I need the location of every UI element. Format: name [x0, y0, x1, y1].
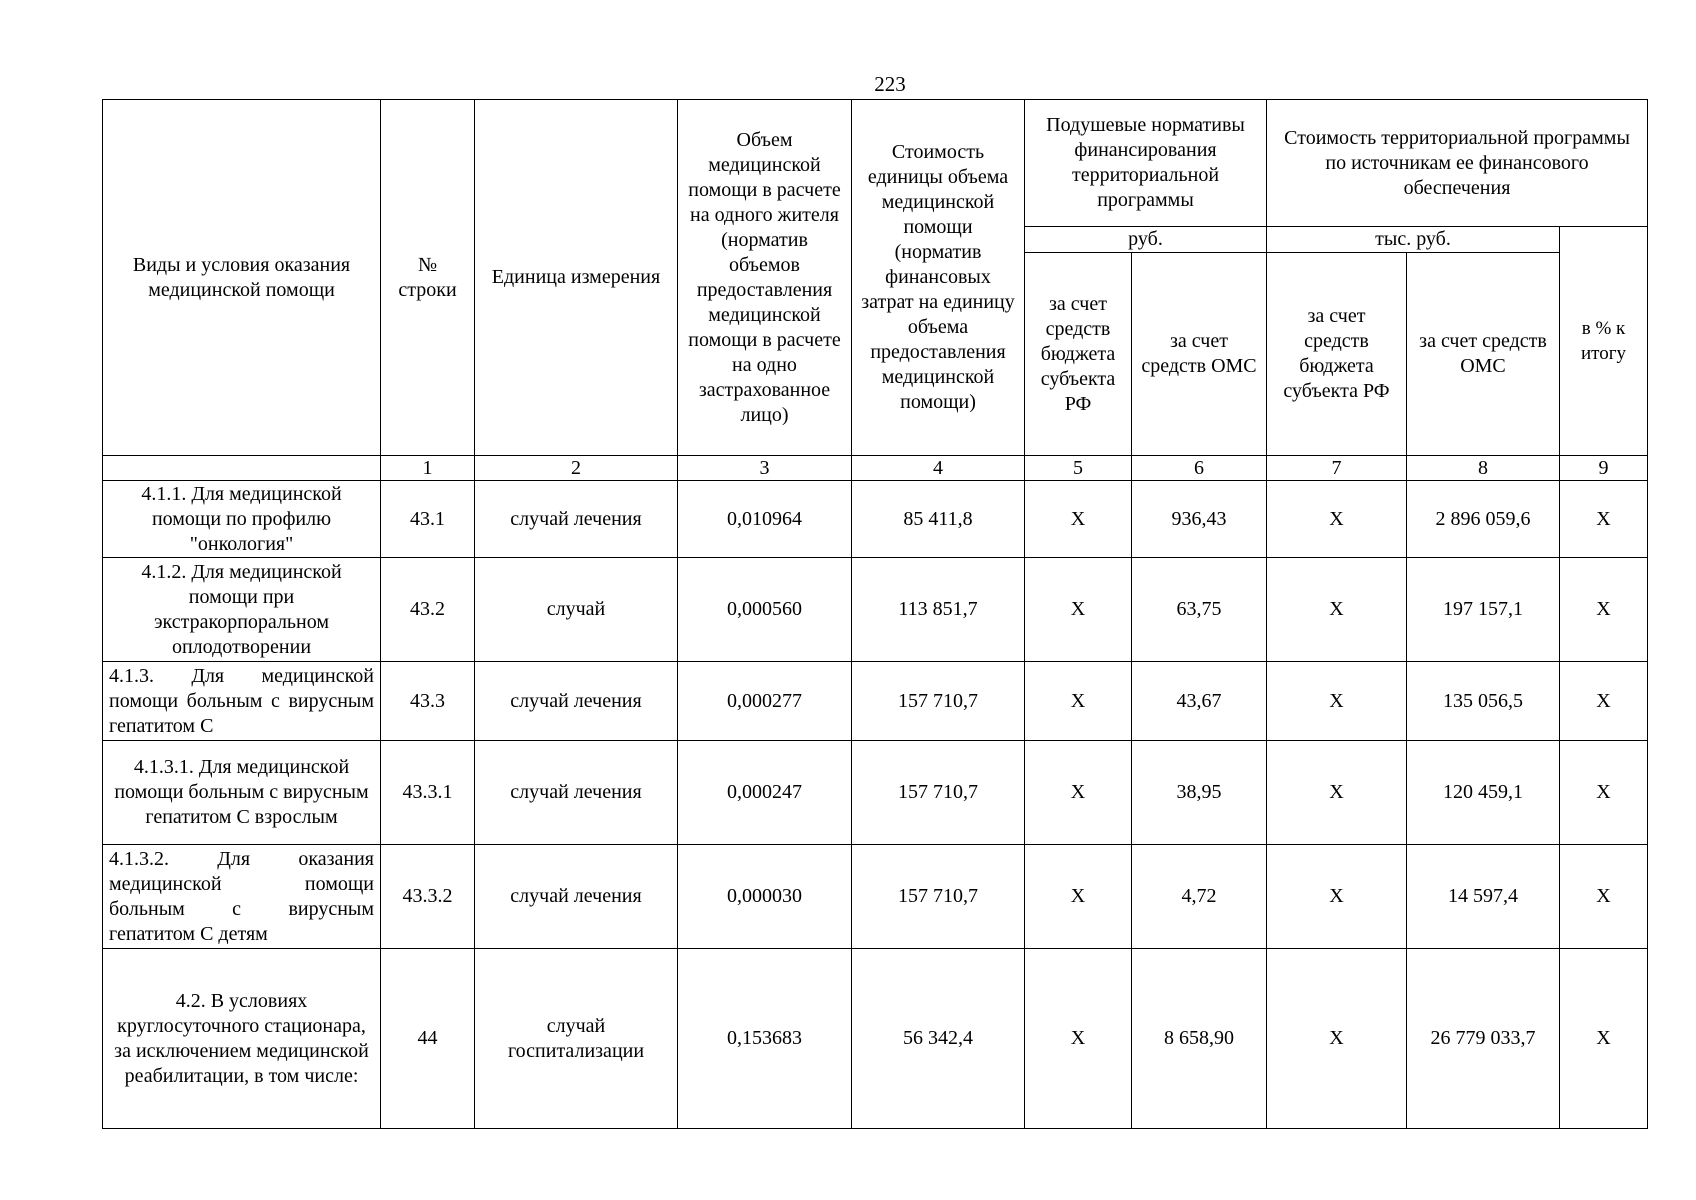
row-pc-oms: 43,67: [1132, 662, 1267, 741]
row-unit: случай лечения: [475, 662, 678, 741]
row-tot-budget: Х: [1267, 481, 1407, 558]
column-number: 9: [1560, 456, 1648, 481]
row-volume: 0,000560: [678, 558, 852, 662]
row-tot-oms: 2 896 059,6: [1407, 481, 1560, 558]
column-number-row: [103, 456, 1648, 481]
table-row: [103, 662, 1648, 741]
row-percent: Х: [1560, 949, 1648, 1129]
header-volume: Объем медицинской помощи в расчете на одного жителя (норматив объемов предоставления медицинской помощи в расчете на одно застрахованное лицо): [678, 100, 852, 456]
header-kind: Виды и условия оказания медицинской помощи: [103, 100, 381, 456]
row-number: 43.3: [381, 662, 475, 741]
column-number: 4: [852, 456, 1025, 481]
row-volume: 0,000247: [678, 741, 852, 845]
row-unit: случай госпитализации: [475, 949, 678, 1129]
table-row: [103, 481, 1648, 558]
header-row-top: [103, 100, 1648, 227]
row-name: 4.1.2. Для медицинской помощи при экстракорпоральном оплодотворении: [103, 558, 381, 662]
row-volume: 0,010964: [678, 481, 852, 558]
row-pc-oms: 38,95: [1132, 741, 1267, 845]
table-row: [103, 949, 1648, 1129]
row-pc-budget: Х: [1025, 558, 1132, 662]
row-volume: 0,000030: [678, 845, 852, 949]
row-percent: Х: [1560, 558, 1648, 662]
row-pc-budget: Х: [1025, 662, 1132, 741]
row-cost: 85 411,8: [852, 481, 1025, 558]
row-percent: Х: [1560, 741, 1648, 845]
header-tot-budget: за счет средств бюджета субъекта РФ: [1267, 253, 1407, 456]
column-number: 2: [475, 456, 678, 481]
column-number: 8: [1407, 456, 1560, 481]
row-percent: Х: [1560, 845, 1648, 949]
row-cost: 56 342,4: [852, 949, 1025, 1129]
row-name: 4.2. В условиях круглосуточного стационара, за исключением медицинской реабилитации, в том числе:: [103, 949, 381, 1129]
row-unit: случай лечения: [475, 481, 678, 558]
column-number: 5: [1025, 456, 1132, 481]
row-number: 44: [381, 949, 475, 1129]
column-number: 3: [678, 456, 852, 481]
column-number: 1: [381, 456, 475, 481]
row-pc-oms: 8 658,90: [1132, 949, 1267, 1129]
header-pc-budget: за счет средств бюджета субъекта РФ: [1025, 253, 1132, 456]
financing-table: [102, 99, 1648, 1129]
row-name: 4.1.3.1. Для медицинской помощи больным с вирусным гепатитом С взрослым: [103, 741, 381, 845]
row-tot-budget: Х: [1267, 558, 1407, 662]
row-number: 43.3.1: [381, 741, 475, 845]
row-volume: 0,000277: [678, 662, 852, 741]
table-row: [103, 741, 1648, 845]
row-pc-budget: Х: [1025, 481, 1132, 558]
table-row: [103, 845, 1648, 949]
header-pc-oms: за счет средств ОМС: [1132, 253, 1267, 456]
row-tot-oms: 26 779 033,7: [1407, 949, 1560, 1129]
table-row: [103, 558, 1648, 662]
header-unit-thous-rub: тыс. руб.: [1267, 227, 1560, 253]
row-cost: 157 710,7: [852, 741, 1025, 845]
column-number: 7: [1267, 456, 1407, 481]
row-cost: 157 710,7: [852, 845, 1025, 949]
row-pc-oms: 63,75: [1132, 558, 1267, 662]
row-number: 43.1: [381, 481, 475, 558]
row-tot-oms: 120 459,1: [1407, 741, 1560, 845]
row-percent: Х: [1560, 662, 1648, 741]
header-percapita-group: Подушевые нормативы финансирования территориальной программы: [1025, 100, 1267, 227]
row-tot-budget: Х: [1267, 662, 1407, 741]
row-number: 43.2: [381, 558, 475, 662]
row-pc-oms: 4,72: [1132, 845, 1267, 949]
row-unit: случай лечения: [475, 845, 678, 949]
row-unit: случай лечения: [475, 741, 678, 845]
row-pc-budget: Х: [1025, 741, 1132, 845]
page-number: 223: [874, 72, 906, 96]
row-percent: Х: [1560, 481, 1648, 558]
row-tot-oms: 197 157,1: [1407, 558, 1560, 662]
row-tot-oms: 135 056,5: [1407, 662, 1560, 741]
header-percent: в % к итогу: [1560, 227, 1648, 456]
row-tot-budget: Х: [1267, 741, 1407, 845]
row-pc-oms: 936,43: [1132, 481, 1267, 558]
header-unit-rub: руб.: [1025, 227, 1267, 253]
row-pc-budget: Х: [1025, 845, 1132, 949]
row-name: 4.1.3.2. Для оказания медицинской помощи больным с вирусным гепатитом С детям: [103, 845, 381, 949]
header-cost: Стоимость единицы объема медицинской помощи (норматив финансовых затрат на единицу объема предоставления медицинской помощи): [852, 100, 1025, 456]
header-tot-oms: за счет средств ОМС: [1407, 253, 1560, 456]
row-number: 43.3.2: [381, 845, 475, 949]
row-cost: 113 851,7: [852, 558, 1025, 662]
row-name: 4.1.1. Для медицинской помощи по профилю "онкология": [103, 481, 381, 558]
row-unit: случай: [475, 558, 678, 662]
header-unit: Единица измерения: [475, 100, 678, 456]
row-cost: 157 710,7: [852, 662, 1025, 741]
row-tot-oms: 14 597,4: [1407, 845, 1560, 949]
row-tot-budget: Х: [1267, 845, 1407, 949]
column-number: 6: [1132, 456, 1267, 481]
row-pc-budget: Х: [1025, 949, 1132, 1129]
header-row-no: № строки: [381, 100, 475, 456]
header-total-group: Стоимость территориальной программы по источникам ее финансового обеспечения: [1267, 100, 1648, 227]
row-tot-budget: Х: [1267, 949, 1407, 1129]
row-volume: 0,153683: [678, 949, 852, 1129]
row-name: 4.1.3. Для медицинской помощи больным с вирусным гепатитом С: [103, 662, 381, 741]
column-number: [103, 456, 381, 481]
